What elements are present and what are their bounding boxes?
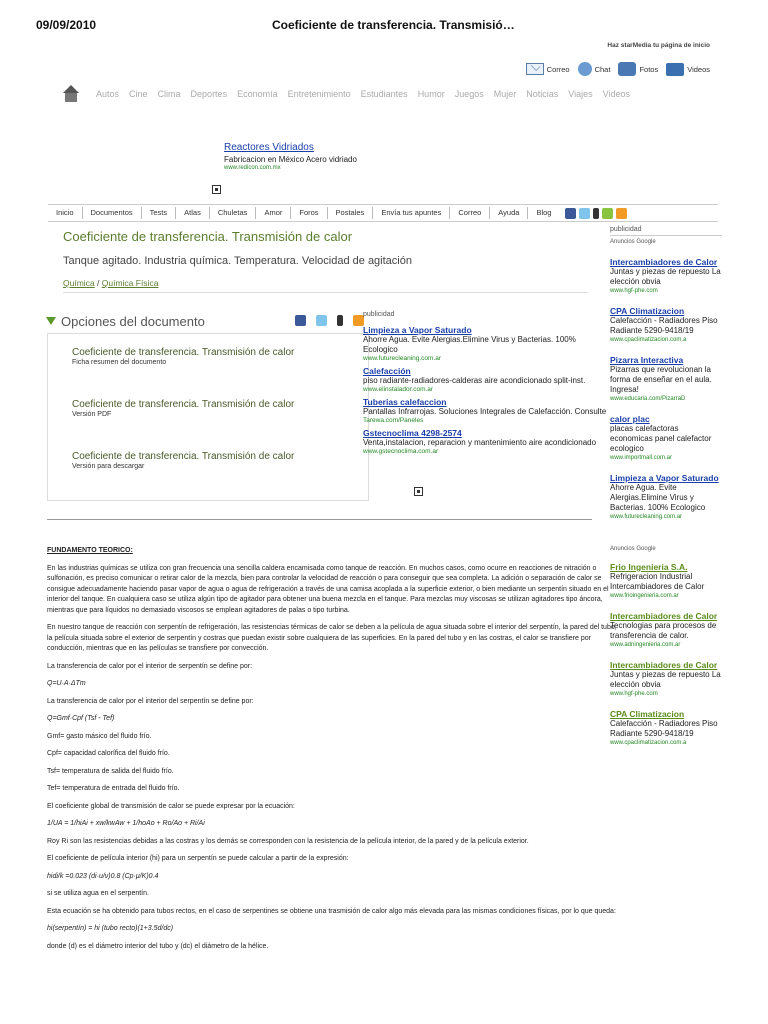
options-heading: Opciones del documento — [61, 313, 205, 329]
category-nav — [62, 85, 640, 103]
social-icons — [565, 208, 627, 219]
sidebar-ad-desc: Juntas y piezas de repuesto La elección obvia — [610, 267, 721, 286]
breadcrumb — [63, 278, 158, 288]
ad-url[interactable]: www.futurecleaning.com.ar — [363, 355, 442, 362]
formula: hidi/k =0.023 (di·u/ν)0.8 (Cp·μ/K)0.4 — [47, 872, 159, 880]
print-title: Coeficiente de transferencia. Transmisió… — [272, 18, 515, 32]
sidebar-ad-title[interactable]: Limpieza a Vapor Saturado — [610, 473, 719, 483]
option-subtitle: Versión para descargar — [72, 463, 145, 470]
sidebar-ad-desc: Calefacción - Radiadores Piso Radiante 5290-9418/19 — [610, 719, 718, 738]
sidebar-ad-title[interactable]: Intercambiadores de Calor — [610, 660, 718, 670]
options-header — [46, 311, 368, 331]
main-nav — [48, 204, 718, 222]
breadcrumb-quimica[interactable]: Química — [63, 278, 95, 288]
sidebar-ad-title[interactable]: Intercambiadores de Calor — [610, 257, 718, 267]
ad-item[interactable] — [363, 366, 608, 393]
option-pdf[interactable] — [72, 399, 294, 418]
category-economia[interactable]: Economía — [237, 89, 278, 99]
breadcrumb-quimica-fisica[interactable]: Química Física — [101, 278, 159, 288]
ad-choices-icon[interactable] — [212, 185, 221, 194]
sidebar-ad-title[interactable]: Intercambiadores de Calor — [610, 611, 718, 621]
videos-tool[interactable] — [666, 63, 710, 76]
rss-icon[interactable] — [616, 208, 627, 219]
sidebar-ad-desc: Ahorre Agua. Evite Alergias.Elimine Virus y Bacterias. 100% Ecologico — [610, 483, 706, 512]
category-autos[interactable]: Autos — [96, 89, 120, 99]
print-header — [0, 0, 768, 48]
sidebar-ad[interactable] — [610, 414, 722, 461]
ads-label: publicidad — [363, 311, 395, 318]
body-paragraph: si se utiliza agua en el serpentín. — [47, 890, 149, 897]
nav-amor[interactable]: Amor — [256, 207, 291, 219]
sidebar-ad-url[interactable]: www.hgf-phe.com — [610, 691, 658, 697]
sidebar-ad-desc: Juntas y piezas de repuesto La elección obvia — [610, 670, 721, 689]
ad-desc: Ahorre Agua. Evite Alergias.Elimine Virus y Bacterias. 100% Ecologico — [363, 335, 576, 354]
sidebar-ad-desc: Refrigeracion Industrial Intercambiadores de Calor — [610, 572, 705, 591]
option-download[interactable] — [72, 451, 294, 470]
nav-correo[interactable]: Correo — [450, 207, 490, 219]
body-paragraph: El coeficiente global de transmisión de calor se puede expresar por la ecuación: — [47, 802, 295, 810]
home-icon[interactable] — [62, 85, 80, 103]
body-paragraph: Esta ecuación se ha obtenido para tubos rectos, en el caso de serpentines se obtiene una trasmisión de calor algo más elevada para las mismas condiciones físicas, por lo que queda: — [47, 907, 616, 915]
sidebar-ad[interactable] — [610, 611, 722, 648]
sidebar-ad-title[interactable]: calor plac — [610, 414, 650, 424]
option-subtitle: Ficha resumen del documento — [72, 359, 167, 366]
category-humor[interactable]: Humor — [417, 89, 445, 99]
body-paragraph: Roy Ri son las resistencias debidas a las costras y los demás se corresponden con la resistencia de la película interior, de la pared y de la película exterior. — [47, 837, 529, 845]
twitter-icon[interactable] — [579, 208, 590, 219]
option-title[interactable]: Coeficiente de transferencia. Transmisión de calor — [72, 451, 295, 462]
videos-label: Videos — [687, 64, 710, 74]
sidebar-ad-desc: Tecnologias para procesos de transferencia de calor. — [610, 621, 717, 640]
body-paragraph: Gmf= gasto másico del fluido frío. — [47, 732, 152, 740]
top-ad-desc: Fabricacion en México Acero vidriado — [224, 155, 357, 164]
sidebar-ads — [610, 226, 722, 746]
document-title: Coeficiente de transferencia. Transmisión de calor — [63, 229, 353, 244]
document-subtitle: Tanque agitado. Industria química. Temperatura. Velocidad de agitación — [63, 255, 412, 267]
twitter-icon[interactable] — [316, 315, 327, 326]
google-ads-text[interactable]: Anuncios Google — [610, 239, 656, 245]
nav-atlas[interactable]: Atlas — [176, 207, 210, 219]
sidebar-ad[interactable] — [610, 355, 722, 402]
chat-label: Chat — [594, 64, 611, 74]
sidebar-ad-title[interactable]: CPA Climatizacion — [610, 709, 685, 719]
ad-url[interactable]: Tarewa.com/Paneles — [363, 417, 424, 424]
nav-blog[interactable]: Blog — [536, 208, 552, 217]
ad-item[interactable] — [363, 397, 608, 424]
ad-desc: Pantallas Infrarrojas. Soluciones Integrales de Calefacción. Consulte — [363, 407, 607, 416]
option-title[interactable]: Coeficiente de transferencia. Transmisión de calor — [72, 399, 295, 410]
top-ad-title[interactable]: Reactores Vidriados — [224, 142, 314, 153]
sidebar-ad-title[interactable]: CPA Climatizacion — [610, 306, 685, 316]
homepage-link[interactable]: Haz starMedia tu página de inicio — [607, 42, 710, 49]
breadcrumb-separator: / — [94, 278, 102, 288]
facebook-icon[interactable] — [295, 315, 306, 326]
category-estudiantes[interactable]: Estudiantes — [360, 89, 408, 99]
body-paragraph: En las industrias químicas se utiliza con gran frecuencia una sencilla caldera encamisada como tanque de reacción. En muchos casos, como ocurre en reacciones de nitración o sulfonación, es preciso comunicar o retirar calor de la mezcla, bien para controlar la velocidad de reacción o para conseguir que sea completa. La adición o separación de calor se consigue adecuadamente haciendo pasar vapor de agua o agua de refrigeración a través de una camisa acoplada a la superficie exterior, o bien mediante un serpentín situado en el interior del tanque. En cualquiera caso se utiliza algún tipo de agitador para obtener una buena mezcla en el tanque. Para mezclas muy viscosas se utilizan agitadores tipo áncora, mientras que para líquidos no demasiado viscosos se emplean agitadores de palas o tipo turbina. — [47, 564, 609, 614]
ad-item[interactable] — [363, 428, 608, 455]
mail-icon — [526, 63, 544, 75]
ad-choices-icon[interactable] — [414, 487, 423, 496]
nav-inicio[interactable]: Inicio — [48, 207, 83, 219]
download-arrow-icon — [46, 317, 56, 325]
top-tools — [522, 62, 710, 76]
sidebar-ad[interactable] — [610, 562, 722, 599]
options-box — [47, 333, 369, 501]
chat-tool[interactable] — [578, 62, 611, 76]
sidebar-ad-title[interactable]: Frio Ingenieria S.A. — [610, 562, 688, 572]
category-mujer[interactable]: Mujer — [493, 89, 517, 99]
body-paragraph: Tef= temperatura de entrada del fluido frío. — [47, 785, 180, 792]
divider — [63, 292, 588, 293]
body-paragraph: En nuestro tanque de reacción con serpentín de refrigeración, las resistencias térmicas de calor se deben a la película de agua situada sobre el interior del serpentín, la pared del tubo, la película situada sobre el exterior de serpentín y costras que puedan existir sobre cualquiera de las superficies. En la pared del tubo y en las costras, el calor se transfiere por conducción, mientras que en las películas se transfiere por convección. — [47, 624, 617, 652]
body-paragraph: El coeficiente de película interior (hi) para un serpentín se puede calcular a partir de la expresión: — [47, 855, 349, 862]
middle-ads — [363, 311, 608, 455]
top-ad[interactable] — [224, 142, 357, 171]
mail-tool[interactable] — [526, 63, 570, 75]
print-date: 09/09/2010 — [36, 18, 97, 32]
ad-title[interactable]: Gstecnoclima 4298-2574 — [363, 428, 462, 438]
formula: hi(serpentín) = hi (tubo recto)(1+3.5d/dc) — [47, 925, 174, 932]
camera-icon — [618, 62, 636, 76]
sidebar-ad[interactable] — [610, 660, 722, 697]
sidebar-ad-url[interactable]: www.frioingenieria.com.ar — [610, 593, 679, 599]
mobile-icon[interactable] — [593, 208, 599, 219]
category-clima[interactable]: Clima — [157, 89, 181, 99]
video-icon — [666, 63, 684, 76]
option-summary[interactable] — [72, 347, 294, 366]
document-body — [47, 546, 622, 959]
category-viajes[interactable]: Viajes — [568, 89, 593, 99]
body-heading: FUNDAMENTO TEORICO: — [47, 547, 133, 554]
body-paragraph: La transferencia de calor por el interior del serpentín se define por: — [47, 697, 254, 705]
category-noticias[interactable]: Noticias — [526, 89, 559, 99]
sidebar-ad[interactable] — [610, 473, 722, 520]
option-title[interactable]: Coeficiente de transferencia. Transmisión de calor — [72, 347, 295, 358]
ad-url[interactable]: www.gstecnoclima.com.ar — [363, 448, 439, 455]
photos-label: Fotos — [639, 64, 659, 74]
sidebar-ad-title[interactable]: Pizarra Interactiva — [610, 355, 684, 365]
sidebar-ad-desc: Calefacción - Radiadores Piso Radiante 5290-9418/19 — [610, 316, 718, 335]
sidebar-ad-url[interactable]: www.cpaclimatizacion.com.a — [610, 740, 687, 746]
ad-title[interactable]: Calefacción — [363, 366, 411, 376]
sidebar-ad-url[interactable]: www.futurecleaning.com.ar — [610, 514, 683, 520]
sidebar-ad[interactable] — [610, 306, 722, 343]
sidebar-ad-url[interactable]: www.educaria.com/PizarraD — [610, 396, 686, 402]
option-subtitle: Versión PDF — [72, 411, 112, 418]
mail-label: Correo — [546, 64, 570, 74]
formula: 1/UA = 1/hiAi + xw/kwAw + 1/hoAo + Ro/Ao + Ri/Ai — [47, 820, 205, 827]
section-divider — [47, 519, 592, 520]
ad-url[interactable]: www.elinstalador.com.ar — [363, 386, 434, 393]
sidebar-ad-url[interactable]: www.importmall.com.ar — [610, 455, 673, 461]
nav-foros[interactable]: Foros — [291, 207, 327, 219]
category-cine[interactable]: Cine — [129, 89, 148, 99]
sidebar-ads-label: publicidad — [610, 226, 722, 236]
google-ads-label — [610, 239, 722, 245]
body-paragraph: Cpf= capacidad calorífica del fluido frío. — [47, 750, 170, 757]
nav-ayuda[interactable]: Ayuda — [490, 207, 528, 219]
category-juegos[interactable]: Juegos — [454, 89, 484, 99]
options-share-icons — [295, 315, 364, 326]
body-paragraph: donde (d) es el diámetro interior del tubo y (dc) el diámetro de la hélice. — [47, 942, 269, 950]
body-paragraph: Tsf= temperatura de salida del fluido frío. — [47, 767, 174, 775]
top-ad-url[interactable]: www.redicon.com.mx — [224, 165, 281, 171]
nav-chuletas[interactable]: Chuletas — [210, 207, 257, 219]
formula: Q=U·A·ΔTm — [47, 680, 86, 687]
nav-envia-apuntes[interactable]: Envía tus apuntes — [373, 207, 450, 219]
sidebar-ad-desc: placas calefactoras economicas panel calefactor ecologico — [610, 424, 712, 453]
nav-documentos[interactable]: Documentos — [83, 207, 142, 219]
sidebar-ad[interactable] — [610, 257, 722, 294]
photos-tool[interactable] — [618, 62, 658, 76]
formula: Q=Gmf·Cpf (Tsf - Tef) — [47, 715, 115, 722]
ad-desc: Venta,instalacion, reparacion y mantenimiento aire acondicionado — [363, 438, 597, 447]
ad-title[interactable]: Tuberias calefaccion — [363, 397, 447, 407]
chat-icon — [578, 62, 592, 76]
facebook-icon[interactable] — [565, 208, 576, 219]
android-icon[interactable] — [602, 208, 613, 219]
mobile-icon[interactable] — [337, 315, 343, 326]
category-entretenimiento[interactable]: Entretenimiento — [287, 89, 351, 99]
sidebar-ad-desc: Pizarras que revolucionan la forma de enseñar en el aula. Ingresa! — [610, 365, 712, 394]
nav-tests[interactable]: Tests — [142, 207, 177, 219]
nav-postales[interactable]: Postales — [328, 207, 374, 219]
category-deportes[interactable]: Deportes — [190, 89, 228, 99]
body-paragraph: La transferencia de calor por el interior de serpentín se define por: — [47, 662, 253, 670]
category-videos[interactable]: Videos — [602, 89, 630, 99]
sidebar-ad-url[interactable]: www.adningenieria.com.ar — [610, 642, 681, 648]
sidebar-ad-url[interactable]: www.hgf-phe.com — [610, 288, 658, 294]
sidebar-ad[interactable] — [610, 709, 722, 746]
ad-item[interactable] — [363, 325, 608, 362]
ad-title[interactable]: Limpieza a Vapor Saturado — [363, 325, 472, 335]
google-ads-label — [610, 546, 722, 552]
sidebar-ad-url[interactable]: www.cpaclimatizacion.com.a — [610, 337, 687, 343]
google-ads-text[interactable]: Anuncios Google — [610, 546, 656, 552]
ad-desc: piso radiante-radiadores-calderas aire acondicionado split-inst. — [363, 376, 586, 385]
